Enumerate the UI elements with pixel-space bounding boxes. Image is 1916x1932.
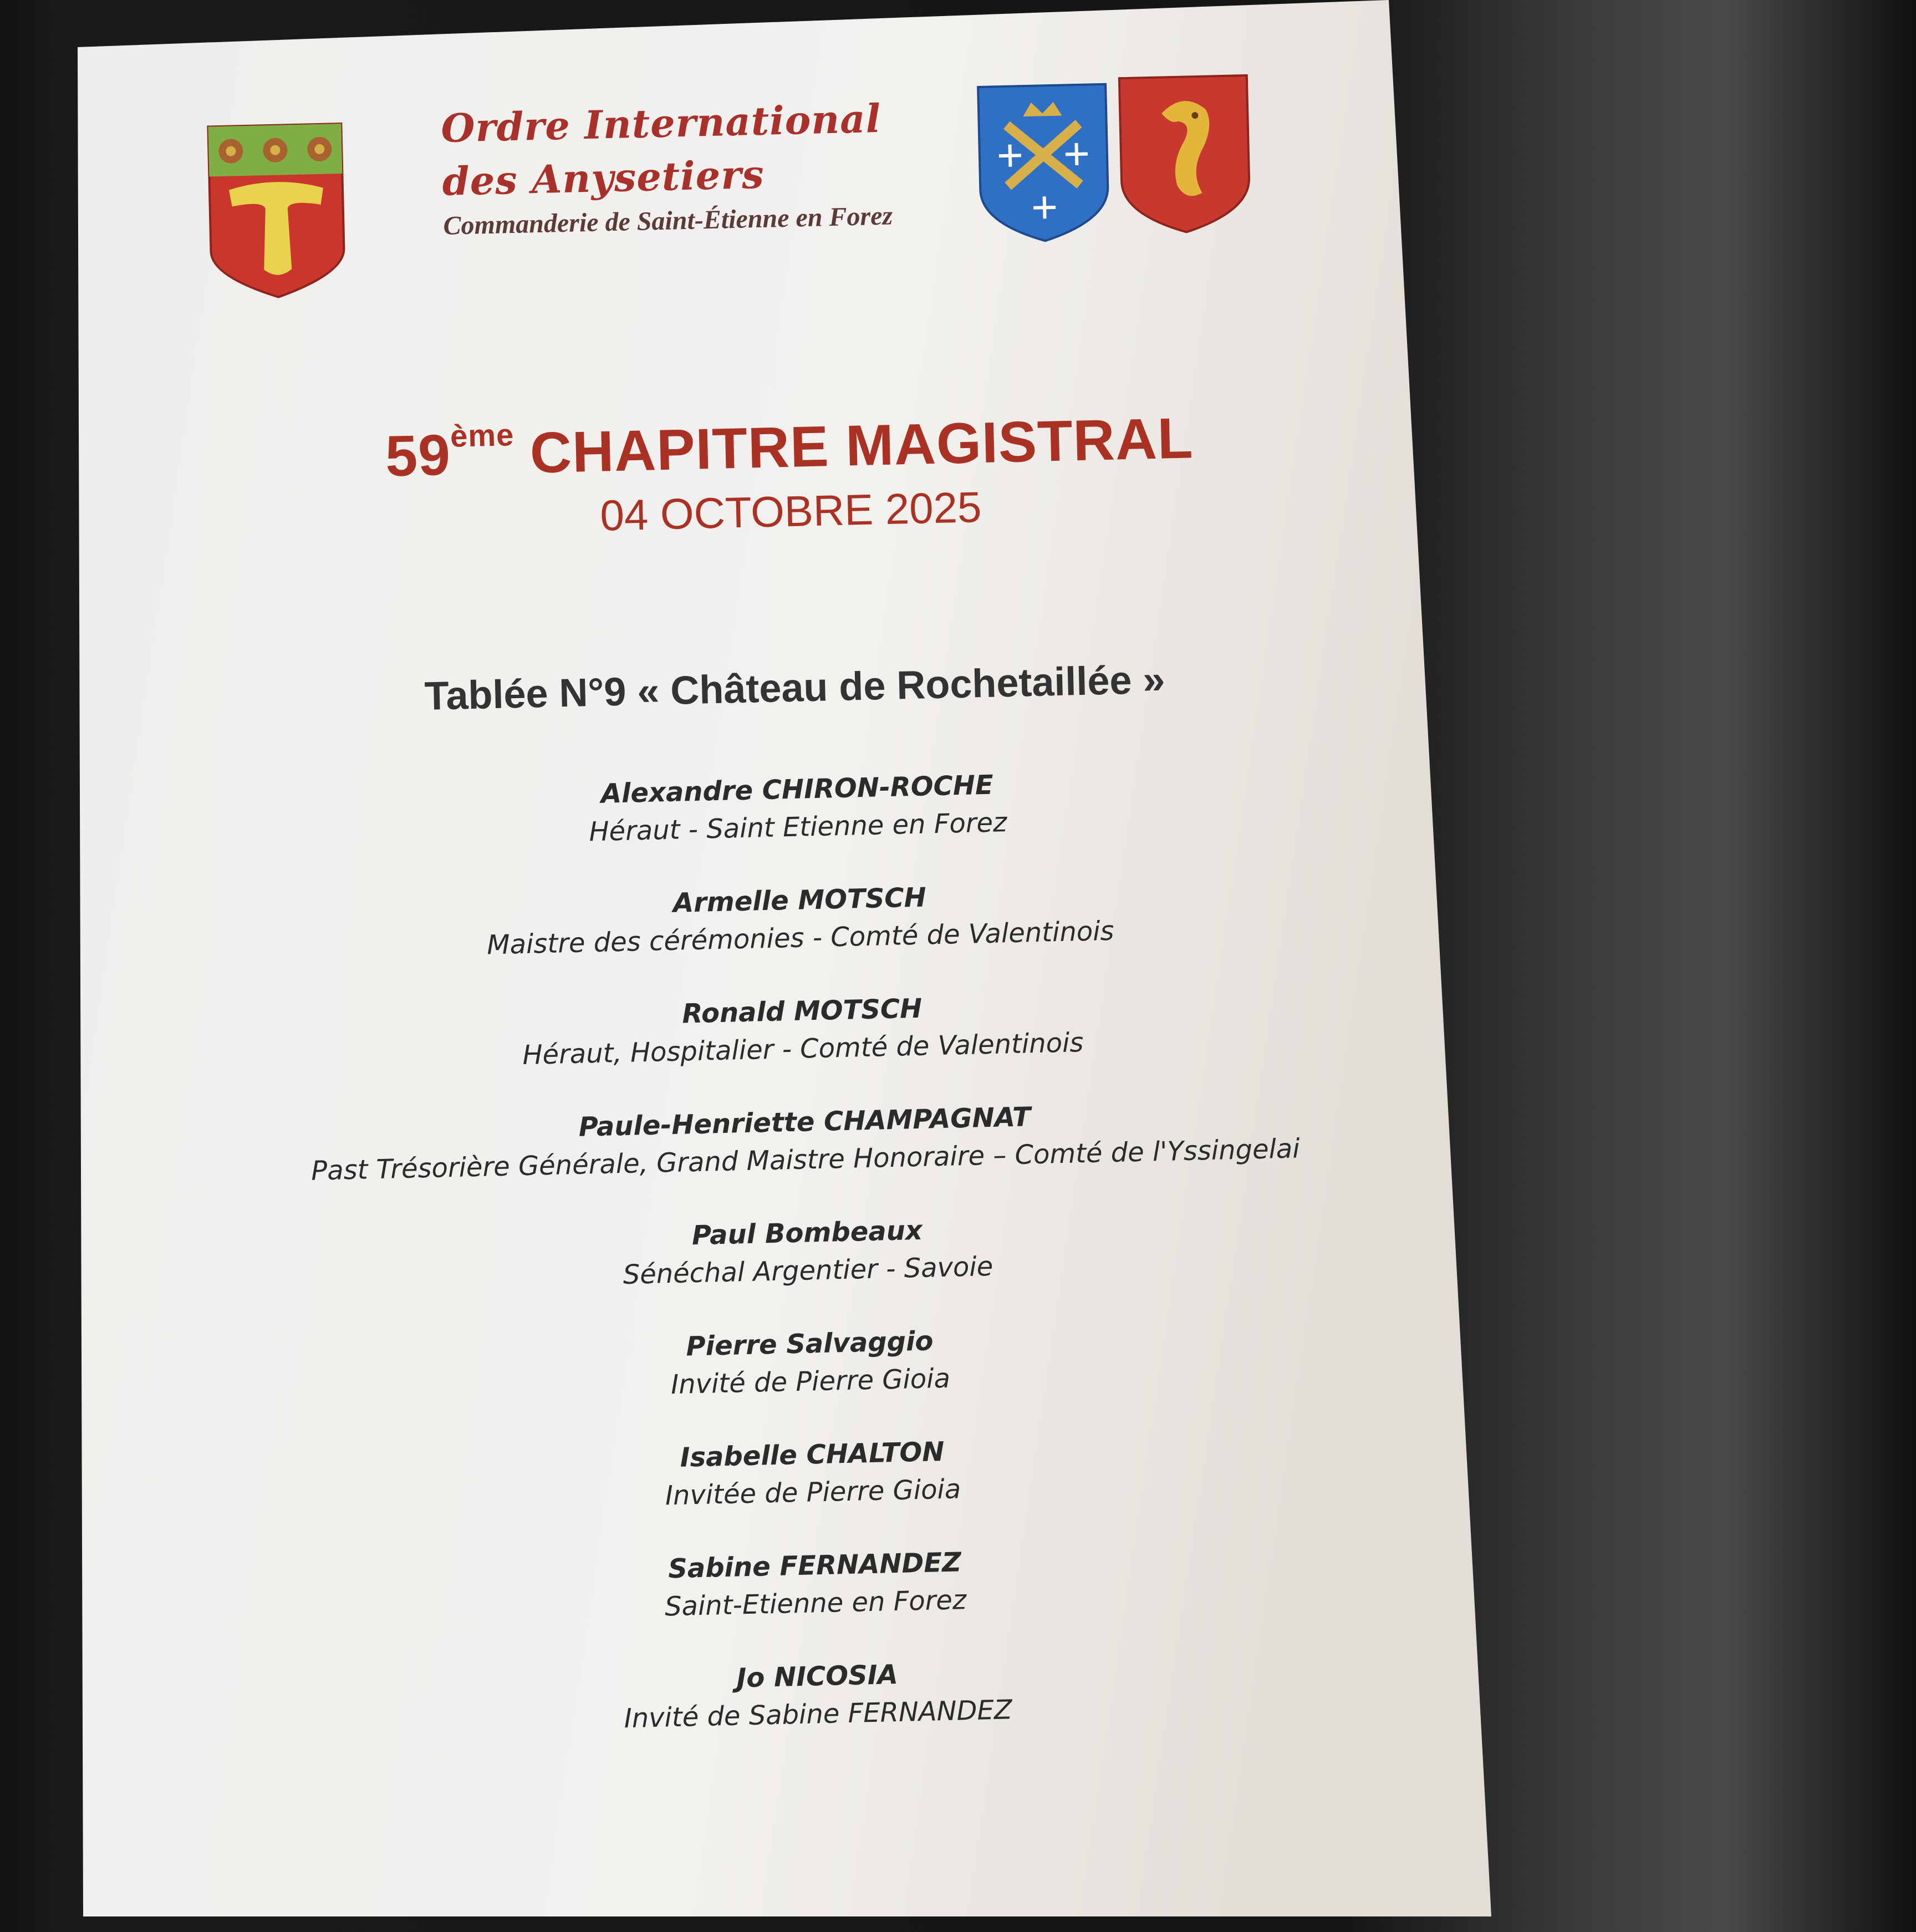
chapter-number-suffix: ème [450,417,514,454]
table-title: Tablée N°9 « Château de Rochetaillée » [424,657,1166,719]
guest-name: Jo NICOSIA [736,1659,899,1694]
guest-name: Isabelle CHALTON [680,1436,945,1473]
coat-of-arms-left-icon [205,121,348,302]
guest-role: Invitée de Pierre Gioia [665,1473,961,1512]
chapter-number: 59 [384,423,452,489]
page-content [70,0,1532,1932]
chapter-date: 04 OCTOBRE 2025 [599,482,982,540]
org-commanderie: Commanderie de Saint-Étienne en Forez [442,201,893,241]
org-name-line2: des Anysetiers [441,151,765,205]
guest-role: Maistre des cérémonies - Comté de Valentinois [486,915,1115,961]
guest-name: Sabine FERNANDEZ [667,1547,962,1585]
coat-of-arms-blue-icon [975,82,1112,245]
organization-header [440,88,1053,244]
guest-role: Sénéchal Argentier - Savoie [623,1250,993,1291]
coat-of-arms-dolphin-icon [1117,73,1253,236]
guest-name: Armelle MOTSCH [672,882,927,919]
guest-role: Héraut - Saint Etienne en Forez [588,807,1007,848]
guest-name: Paul Bombeaux [691,1214,923,1252]
guest-name: Ronald MOTSCH [681,993,923,1030]
guest-name: Alexandre CHIRON-ROCHE [600,769,994,810]
guest-role: Invité de Sabine FERNANDEZ [623,1694,1013,1735]
guest-list [87,755,1528,1785]
guest-role: Héraut, Hospitalier - Comté de Valentinois [522,1027,1084,1071]
guest-role: Invité de Pierre Gioia [670,1362,951,1401]
guest-name: Pierre Salvaggio [685,1325,934,1362]
guest-role: Past Trésorière Générale, Grand Maistre Honoraire – Comté de l'Yssingelai [310,1133,1301,1187]
chapter-title-block [79,394,1501,553]
org-name-line1: Ordre International [440,95,881,151]
guest-role: Saint-Etienne en Forez [664,1584,967,1623]
chapter-title-text: CHAPITRE MAGISTRAL [529,406,1194,486]
guest-name: Paule-Henriette CHAMPAGNAT [578,1101,1031,1143]
